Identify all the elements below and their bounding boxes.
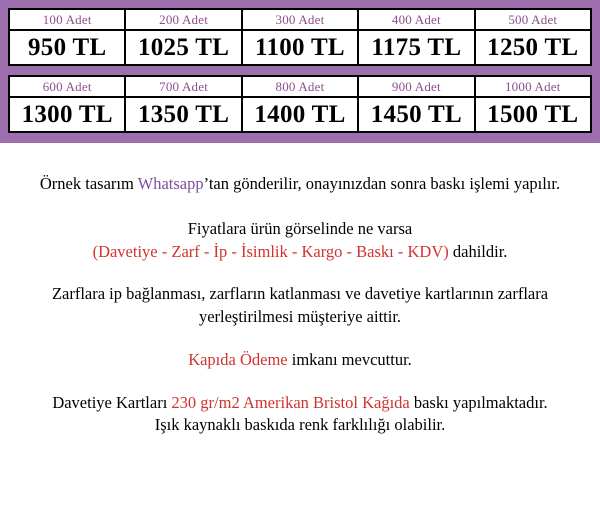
cash-on-delivery-highlight: Kapıda Ödeme: [188, 349, 288, 369]
note-cash-on-delivery: [10, 349, 590, 372]
note-text: dahildir.: [448, 241, 508, 261]
pricing-panel: [0, 0, 600, 143]
note-text: ’tan gönderilir, onayınızdan sonra baskı işlemi yapılır.: [203, 174, 561, 193]
price-cell: 1500 TL: [475, 97, 591, 132]
table-row: [9, 9, 591, 30]
note-paper-type: [10, 392, 590, 438]
quantity-cell: 900 Adet: [358, 76, 474, 97]
included-items-highlight: (Davetiye - Zarf - İp - İsimlik - Kargo - Baskı - KDV): [92, 241, 449, 261]
quantity-cell: 1000 Adet: [475, 76, 591, 97]
quantity-cell: 200 Adet: [125, 9, 241, 30]
price-cell: 1100 TL: [242, 30, 358, 65]
table-row: [9, 97, 591, 132]
note-text: imkanı mevcuttur.: [287, 349, 412, 369]
price-cell: 1175 TL: [358, 30, 474, 65]
note-text: Zarflara ip bağlanması, zarfların katlanması ve davetiye kartlarının zarflara: [51, 284, 549, 304]
note-text: Işık kaynaklı baskıda renk farklılığı olabilir.: [154, 415, 446, 435]
price-cell: 1400 TL: [242, 97, 358, 132]
quantity-cell: 100 Adet: [9, 9, 125, 30]
price-cell: 1450 TL: [358, 97, 474, 132]
note-text: yerleştirilmesi müşteriye aittir.: [198, 307, 402, 327]
whatsapp-highlight: Whatsapp: [137, 174, 204, 193]
quantity-cell: 600 Adet: [9, 76, 125, 97]
price-cell: 1025 TL: [125, 30, 241, 65]
quantity-cell: 800 Adet: [242, 76, 358, 97]
price-cell: 1250 TL: [475, 30, 591, 65]
price-cell: 1300 TL: [9, 97, 125, 132]
price-cell: 950 TL: [9, 30, 125, 65]
note-customer-responsibility: [10, 283, 590, 329]
table-row: [9, 76, 591, 97]
note-text: Davetiye Kartları: [52, 392, 172, 412]
quantity-cell: 500 Adet: [475, 9, 591, 30]
pricing-table-row2: [8, 75, 592, 133]
note-text: baskı yapılmaktadır.: [409, 392, 548, 412]
table-row: [9, 30, 591, 65]
note-included-items: [10, 218, 590, 264]
note-text: Örnek tasarım: [39, 174, 138, 193]
price-cell: 1350 TL: [125, 97, 241, 132]
quantity-cell: 400 Adet: [358, 9, 474, 30]
note-text: Fiyatlara ürün görselinde ne varsa: [187, 218, 413, 238]
quantity-cell: 300 Adet: [242, 9, 358, 30]
paper-type-highlight: 230 gr/m2 Amerikan Bristol Kağıda: [171, 392, 410, 412]
pricing-table-row1: [8, 8, 592, 66]
note-whatsapp: [10, 173, 590, 196]
quantity-cell: 700 Adet: [125, 76, 241, 97]
notes-section: [0, 143, 600, 437]
